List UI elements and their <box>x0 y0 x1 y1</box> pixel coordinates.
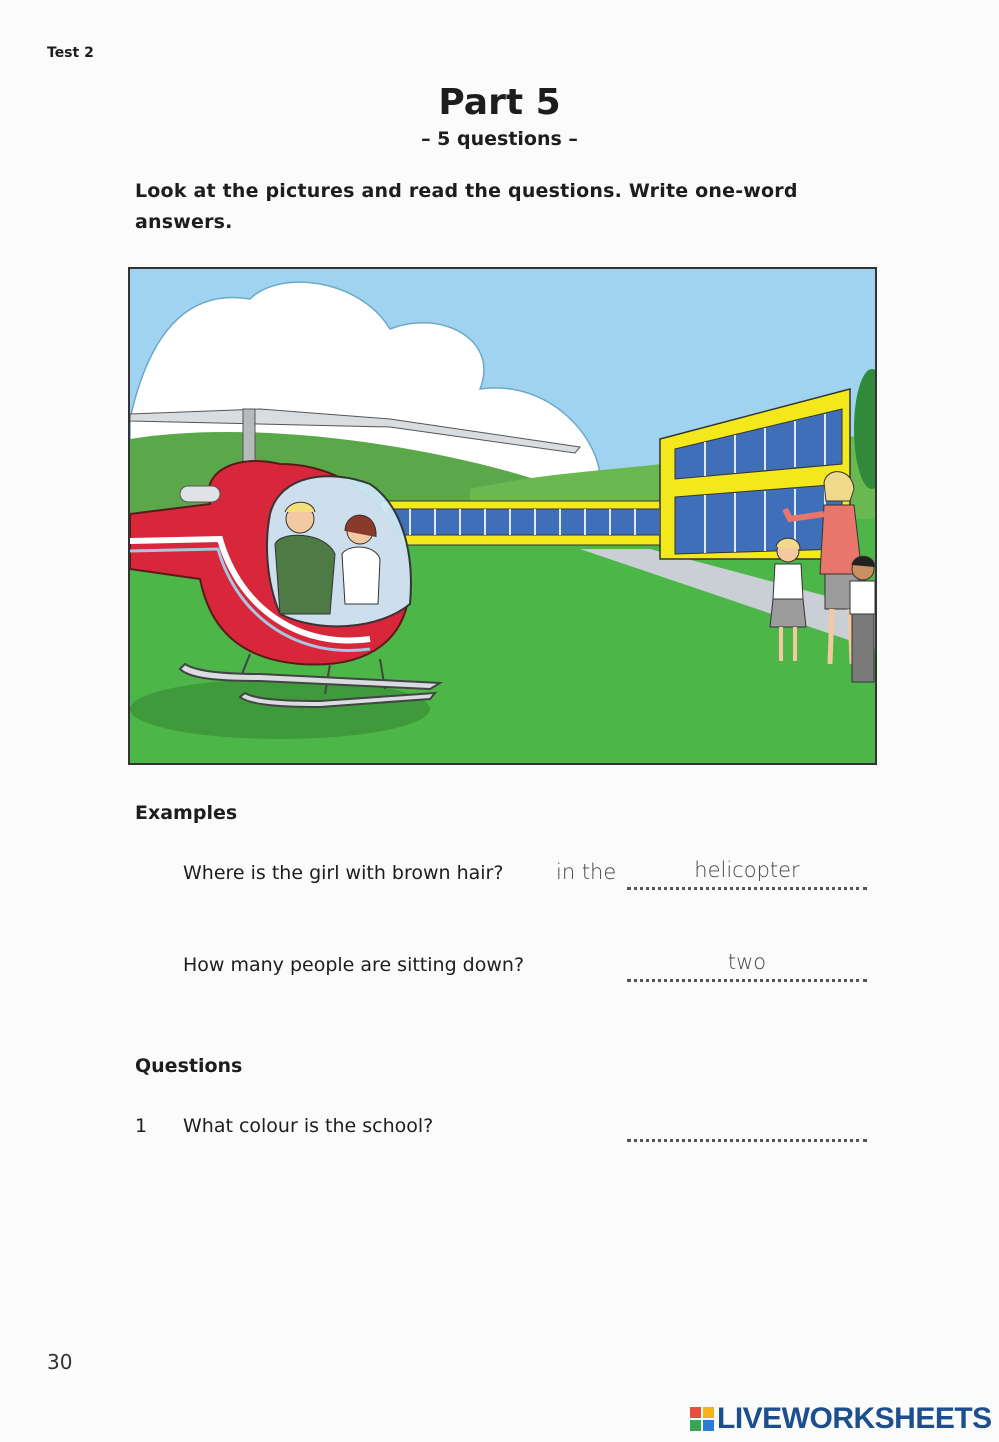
question-number-1: 1 <box>135 1115 148 1137</box>
example-question-2: How many people are sitting down? <box>183 954 525 976</box>
logo-text: LIVEWORKSHEETS <box>717 1402 992 1435</box>
answer-line-question-1[interactable] <box>627 1139 867 1142</box>
example-question-1: Where is the girl with brown hair? <box>183 862 504 884</box>
helicopter-school-illustration <box>128 267 877 765</box>
test-label: Test 2 <box>47 45 94 61</box>
page-number: 30 <box>47 1350 73 1374</box>
examples-heading: Examples <box>135 802 238 824</box>
instructions: Look at the pictures and read the questions. Write one-word answers. <box>135 180 798 233</box>
questions-heading: Questions <box>135 1055 243 1077</box>
example-answer-1: helicopter <box>694 858 800 882</box>
part-title: Part 5 <box>438 82 561 123</box>
part-subtitle: – 5 questions – <box>421 128 578 150</box>
example-answer-2: two <box>727 950 767 974</box>
example-prefix-1: in the <box>556 860 617 884</box>
answer-line-example-1 <box>627 887 867 890</box>
liveworksheets-logo[interactable] <box>690 1402 992 1436</box>
answer-line-example-2 <box>627 979 867 982</box>
question-1-text: What colour is the school? <box>183 1115 434 1137</box>
liveworksheets-logo-icon <box>690 1407 714 1431</box>
